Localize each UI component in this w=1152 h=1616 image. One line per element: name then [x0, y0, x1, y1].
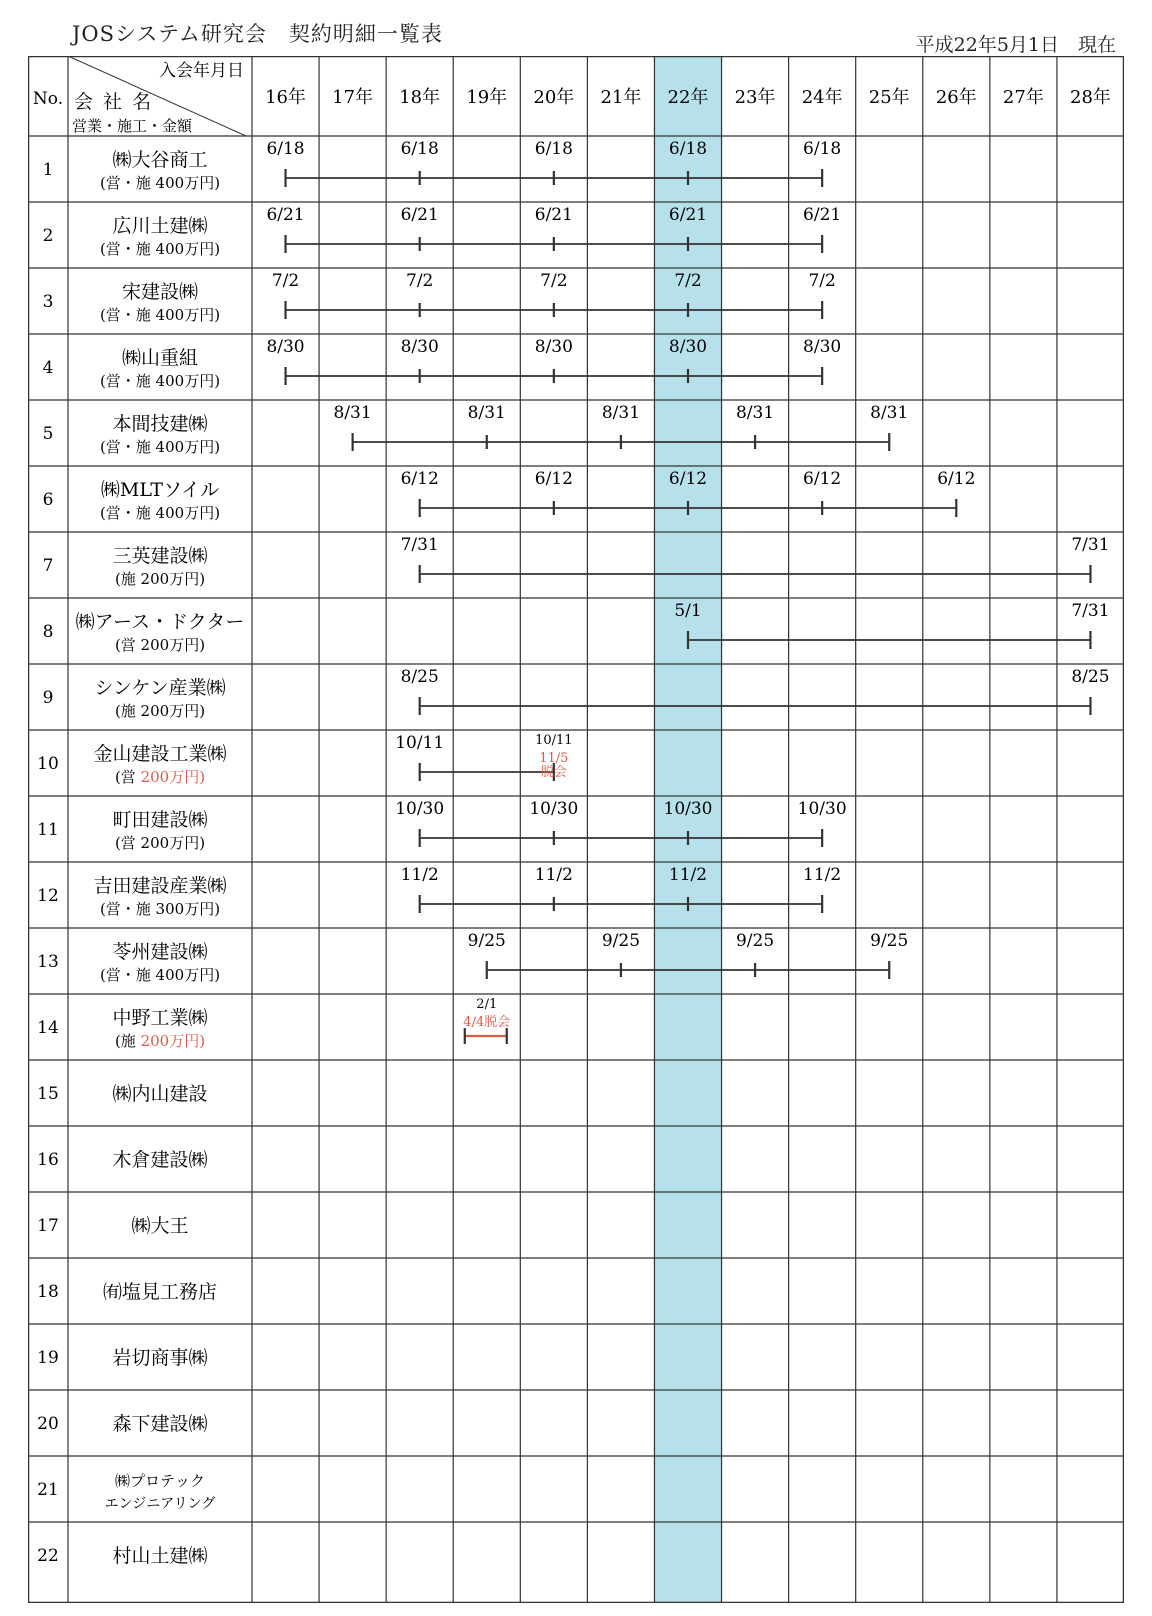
- date-label: 6/12: [803, 469, 842, 489]
- company-type: [100, 966, 220, 984]
- company-type-part: (営・施 400万円): [99, 438, 221, 456]
- row-number: 10: [37, 754, 59, 774]
- company-type: [100, 240, 220, 258]
- date-label: 6/12: [668, 469, 708, 489]
- company-name: ㈱山重組: [121, 347, 199, 369]
- date-label: 6/18: [400, 139, 439, 159]
- date-label: 8/30: [534, 337, 573, 357]
- date-label: 6/12: [937, 469, 976, 489]
- row-number: 13: [37, 952, 59, 972]
- date-label: 6/21: [400, 205, 439, 225]
- company-name: 苓州建設㈱: [112, 941, 208, 963]
- row-number: 5: [42, 424, 54, 444]
- company-name: 岩切商事㈱: [112, 1347, 208, 1369]
- header-year: 26年: [935, 87, 977, 108]
- company-name: 中野工業㈱: [112, 1007, 208, 1029]
- date-label: 7/31: [400, 535, 439, 555]
- header-year: 17年: [332, 87, 374, 108]
- row-number: 19: [37, 1348, 59, 1368]
- row-number: 8: [42, 622, 54, 642]
- header-year: 16年: [265, 87, 306, 108]
- row-number: 9: [42, 688, 54, 708]
- date-label: 6/18: [803, 139, 842, 159]
- date-label: 9/25: [735, 931, 775, 951]
- company-name: 村山土建㈱: [112, 1545, 208, 1567]
- date-label: 8/31: [735, 403, 775, 423]
- company-type: [100, 174, 220, 192]
- row-number: 17: [37, 1216, 59, 1236]
- company-name: ㈱プロテック: [114, 1472, 206, 1490]
- date-label: 11/2: [534, 865, 573, 885]
- date-label: 7/31: [1071, 535, 1110, 555]
- row-number: 14: [37, 1018, 59, 1038]
- company-type: [100, 372, 220, 390]
- header-year: 20年: [533, 87, 575, 108]
- row-number: 4: [42, 358, 54, 378]
- company-type: [100, 504, 220, 522]
- company-name: ㈱大谷商工: [112, 149, 208, 171]
- date-label: 8/25: [1071, 667, 1110, 687]
- company-name: ㈱内山建設: [112, 1083, 208, 1105]
- row-number: 2: [42, 226, 54, 246]
- company-name: 森下建設㈱: [112, 1413, 208, 1435]
- company-type-part: エンジニアリング: [104, 1496, 216, 1512]
- company-type-part: (営・施 400万円): [99, 174, 221, 192]
- company-type-part: (営・施 400万円): [99, 504, 221, 522]
- header-year: 22年: [667, 87, 709, 108]
- company-type-part: (営 200万円): [114, 636, 206, 654]
- company-name: 本間技建㈱: [112, 413, 208, 435]
- header-year: 27年: [1002, 87, 1044, 108]
- company-type-part: (営: [114, 768, 141, 786]
- date-label: 7/2: [271, 271, 300, 291]
- date-label: 10/30: [797, 799, 847, 819]
- company-name: 広川土建㈱: [112, 215, 208, 237]
- company-type: [115, 636, 205, 654]
- company-type-part: (営・施 400万円): [99, 240, 221, 258]
- date-label: 8/30: [400, 337, 439, 357]
- date-label: 8/31: [601, 403, 641, 423]
- row-number: 22: [37, 1546, 59, 1566]
- company-type: [115, 570, 205, 588]
- header-year: 19年: [466, 87, 508, 108]
- header-year: 23年: [734, 87, 776, 108]
- company-type: [115, 702, 205, 720]
- company-type-part: (営・施 400万円): [99, 306, 221, 324]
- company-type: [115, 834, 205, 852]
- company-name: ㈱MLTソイル: [100, 479, 220, 501]
- company-type-part: (施: [114, 1032, 141, 1050]
- header-year: 24年: [801, 87, 843, 108]
- company-name: 金山建設工業㈱: [93, 743, 227, 765]
- company-type-part: 200万円): [140, 1032, 206, 1050]
- header-year: 25年: [868, 87, 910, 108]
- date-label: 11/5: [539, 751, 569, 766]
- date-label: 8/25: [400, 667, 439, 687]
- date-label: 11/2: [668, 865, 708, 885]
- row-number: 21: [37, 1480, 59, 1500]
- date-label: 6/12: [400, 469, 439, 489]
- date-label: 7/2: [808, 271, 836, 291]
- company-type: [105, 1496, 216, 1512]
- date-label: 8/31: [870, 403, 909, 423]
- header-company: 会 社 名: [74, 91, 154, 113]
- date-label: 6/21: [803, 205, 842, 225]
- date-label: 2/1: [476, 997, 498, 1012]
- date-label: 6/12: [534, 469, 573, 489]
- company-type: [100, 306, 220, 324]
- row-number: 7: [42, 556, 54, 576]
- date-label: 8/30: [266, 337, 305, 357]
- date-label: 5/1: [674, 601, 702, 621]
- row-number: 18: [37, 1282, 59, 1302]
- date-label: 7/31: [1071, 601, 1110, 621]
- date-label: 10/30: [395, 799, 445, 819]
- company-name: ㈲塩見工務店: [102, 1281, 218, 1303]
- date-label: 10/11: [535, 733, 573, 748]
- date-label: 8/30: [668, 337, 708, 357]
- company-type: [100, 900, 220, 918]
- row-number: 20: [37, 1414, 59, 1434]
- company-type-part: (営 200万円): [114, 834, 206, 852]
- date-label: 6/21: [668, 205, 708, 225]
- header-year: 21年: [600, 87, 642, 108]
- row-number: 3: [42, 292, 54, 312]
- document-title: JOSシステム研究会 契約明細一覧表: [72, 22, 443, 46]
- company-type-part: (営・施 400万円): [99, 372, 221, 390]
- row-number: 16: [37, 1150, 59, 1170]
- company-type-part: 200万円): [140, 768, 206, 786]
- header-year: 18年: [399, 87, 441, 108]
- company-type: [115, 768, 205, 786]
- row-number: 11: [37, 820, 59, 840]
- row-number: 6: [42, 490, 54, 510]
- date-label: 6/21: [534, 205, 573, 225]
- date-label: 8/31: [333, 403, 372, 423]
- contract-table: [28, 56, 1124, 1603]
- date-label: 9/25: [467, 931, 506, 951]
- date-label: 10/30: [529, 799, 579, 819]
- header-join-date: 入会年月日: [159, 61, 244, 81]
- header-no: No.: [32, 89, 64, 109]
- date-label: 6/21: [266, 205, 305, 225]
- company-type: [100, 438, 220, 456]
- date-label: 10/11: [395, 733, 445, 753]
- row-number: 12: [37, 886, 59, 906]
- company-type: [115, 1032, 205, 1050]
- row-number: 1: [42, 160, 54, 180]
- date-label: 脱会: [540, 765, 567, 780]
- company-type-part: (施 200万円): [114, 570, 206, 588]
- company-name: 宋建設㈱: [121, 281, 199, 303]
- row-number: 15: [37, 1084, 59, 1104]
- date-label: 7/2: [674, 271, 702, 291]
- date-label: 4/4脱会: [463, 1015, 511, 1030]
- company-name: 三英建設㈱: [112, 545, 208, 567]
- date-label: 9/25: [601, 931, 641, 951]
- company-name: ㈱大王: [131, 1215, 189, 1237]
- date-label: 6/18: [266, 139, 305, 159]
- date-label: 8/30: [803, 337, 842, 357]
- date-label: 6/18: [534, 139, 573, 159]
- company-name: 吉田建設産業㈱: [93, 875, 227, 897]
- header-year: 28年: [1070, 87, 1111, 108]
- date-label: 11/2: [400, 865, 439, 885]
- date-label: 11/2: [803, 865, 842, 885]
- company-type-part: (営・施 300万円): [99, 900, 221, 918]
- company-type-part: (営・施 400万円): [99, 966, 221, 984]
- company-type-part: (施 200万円): [114, 702, 206, 720]
- date-label: 7/2: [406, 271, 434, 291]
- as-of-date: 平成22年5月1日 現在: [915, 34, 1116, 56]
- date-label: 6/18: [668, 139, 708, 159]
- company-name: 町田建設㈱: [112, 809, 208, 831]
- date-label: 7/2: [540, 271, 568, 291]
- company-name: シンケン産業㈱: [94, 677, 226, 699]
- company-name: 木倉建設㈱: [112, 1149, 208, 1171]
- date-label: 8/31: [467, 403, 506, 423]
- header-type: 営業・施工・金額: [72, 117, 193, 135]
- date-label: 10/30: [663, 799, 713, 819]
- company-name: ㈱アース・ドクター: [75, 611, 245, 633]
- date-label: 9/25: [870, 931, 909, 951]
